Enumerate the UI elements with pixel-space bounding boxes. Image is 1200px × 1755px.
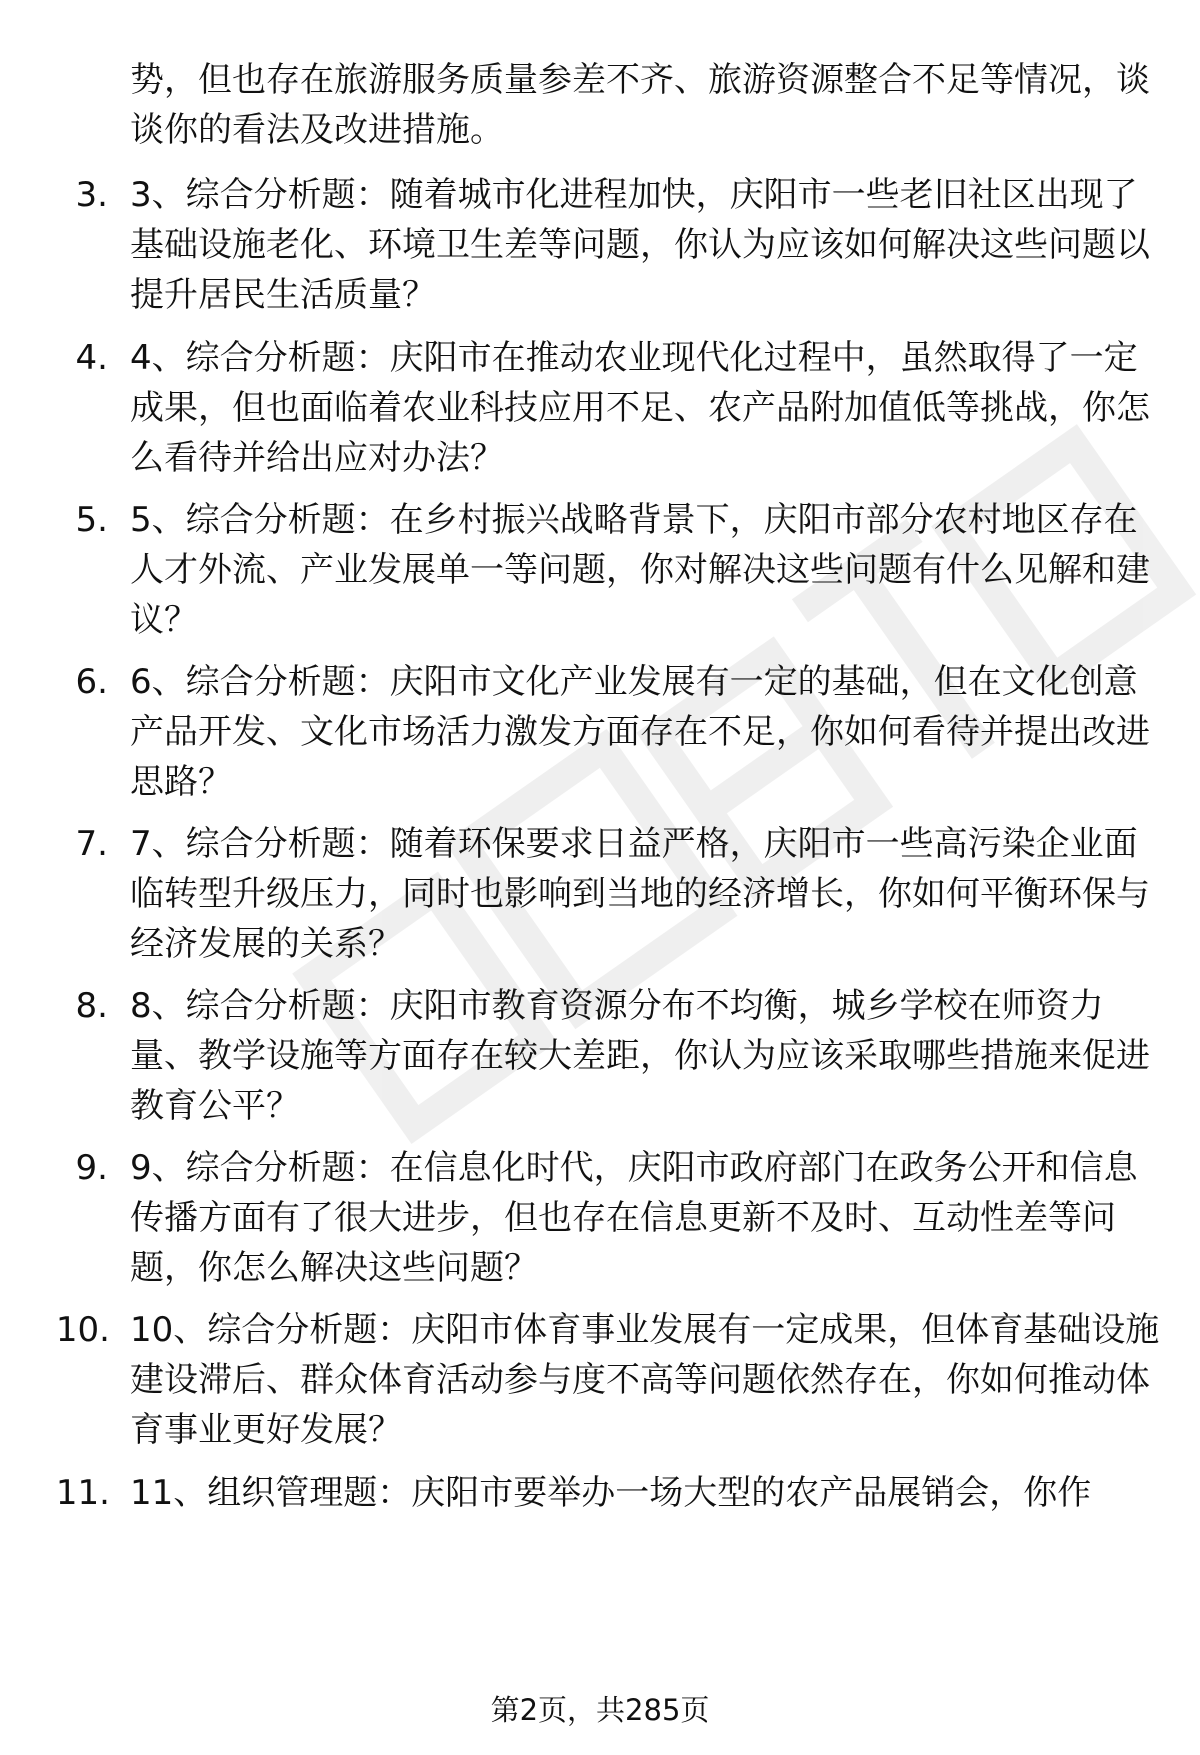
list-item-text: 10、综合分析题：庆阳市体育事业发展有一定成果，但体育基础设施建设滞后、群众体育活动参与度不高等问题依然存在，你如何推动体育事业更好发展？: [130, 1310, 1160, 1450]
list-item-number: 3.: [75, 175, 108, 215]
list-item-text: 7、综合分析题：随着环保要求日益严格，庆阳市一些高污染企业面临转型升级压力，同时也影响到当地的经济增长，你如何平衡环保与经济发展的关系？: [130, 824, 1150, 964]
continuation-paragraph: 势，但也存在旅游服务质量参差不齐、旅游资源整合不足等情况，谈谈你的看法及改进措施。: [130, 60, 1150, 150]
list-item-text: 4、综合分析题：庆阳市在推动农业现代化过程中，虽然取得了一定成果，但也面临着农业科技应用不足、农产品附加值低等挑战，你怎么看待并给出应对办法？: [130, 338, 1150, 478]
list-item-number: 10.: [55, 1310, 110, 1350]
list-item-text: 5、综合分析题：在乡村振兴战略背景下，庆阳市部分农村地区存在人才外流、产业发展单一等问题，你对解决这些问题有什么见解和建议？: [130, 500, 1150, 640]
list-item-text: 8、综合分析题：庆阳市教育资源分布不均衡，城乡学校在师资力量、教学设施等方面存在较大差距，你认为应该采取哪些措施来促进教育公平？: [130, 986, 1150, 1126]
list-item-text: 6、综合分析题：庆阳市文化产业发展有一定的基础，但在文化创意产品开发、文化市场活力激发方面存在不足，你如何看待并提出改进思路？: [130, 662, 1150, 802]
list-item-number: 5.: [75, 500, 108, 540]
list-item-text: 11、组织管理题：庆阳市要举办一场大型的农产品展销会，你作: [130, 1473, 1092, 1513]
list-item-number: 9.: [75, 1148, 108, 1188]
list-item-number: 6.: [75, 662, 108, 702]
list-item-number: 4.: [75, 338, 108, 378]
list-item-number: 8.: [75, 986, 108, 1026]
list-item-number: 7.: [75, 824, 108, 864]
list-item-number: 11.: [55, 1473, 110, 1513]
page-footer: 第2页，共285页: [490, 1693, 710, 1727]
list-item-text: 9、综合分析题：在信息化时代，庆阳市政府部门在政务公开和信息传播方面有了很大进步，但也存在信息更新不及时、互动性差等问题，你怎么解决这些问题？: [130, 1148, 1138, 1288]
list-item-text: 3、综合分析题：随着城市化进程加快，庆阳市一些老旧社区出现了基础设施老化、环境卫生差等问题，你认为应该如何解决这些问题以提升居民生活质量？: [130, 175, 1150, 315]
